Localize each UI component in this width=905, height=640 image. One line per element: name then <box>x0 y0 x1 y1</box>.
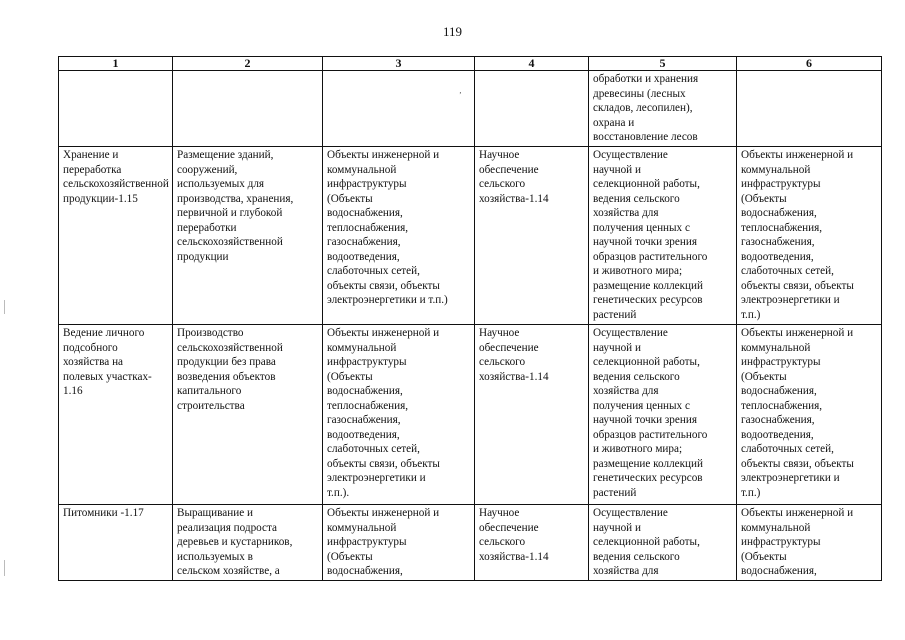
cell-conditional-description: Осуществление научной и селекционной работы, ведения сельского хозяйства для получения ценных с научной точки зрения образцов растительного и животного мира; размещение коллекций генетических ресурсов растений <box>589 325 737 505</box>
cell-conditional-auxiliary: Объекты инженерной и коммунальной инфраструктуры (Объекты водоснабжения, <box>737 505 882 581</box>
table-row <box>59 505 882 581</box>
table-row <box>59 325 882 505</box>
scan-edge-mark <box>4 560 5 576</box>
cell-use-type: Хранение и переработка сельскохозяйственной продукции-1.15 <box>59 147 173 325</box>
column-header-4: 4 <box>475 57 589 71</box>
cell-auxiliary-use: Объекты инженерной и коммунальной инфраструктуры (Объекты водоснабжения, теплоснабжения, газоснабжения, водоотведения, слаботочных сетей, объекты связи, объекты электроэнергетики и т.п.). <box>323 325 475 505</box>
cell-conditional-use: Научное обеспечение сельского хозяйства-1.14 <box>475 325 589 505</box>
table-row <box>59 71 882 147</box>
cell-conditional-description: обработки и хранения древесины (лесных складов, лесопилен), охрана и восстановление лесов <box>589 71 737 147</box>
cell-auxiliary-use <box>323 71 475 147</box>
cell-conditional-use <box>475 71 589 147</box>
cell-use-type: Ведение личного подсобного хозяйства на полевых участках- 1.16 <box>59 325 173 505</box>
cell-conditional-use: Научное обеспечение сельского хозяйства-1.14 <box>475 147 589 325</box>
page-number: 119 <box>442 24 463 39</box>
zoning-table <box>58 56 882 581</box>
cell-conditional-description: Осуществление научной и селекционной работы, ведения сельского хозяйства для <box>589 505 737 581</box>
cell-auxiliary-use: Объекты инженерной и коммунальной инфраструктуры (Объекты водоснабжения, <box>323 505 475 581</box>
scan-speck: ‚ <box>459 86 462 95</box>
column-header-3: 3 <box>323 57 475 71</box>
cell-conditional-auxiliary: Объекты инженерной и коммунальной инфраструктуры (Объекты водоснабжения, теплоснабжения, газоснабжения, водоотведения, слаботочных сетей, объекты связи, объекты электроэнергетики и т.п.) <box>737 325 882 505</box>
cell-conditional-auxiliary <box>737 71 882 147</box>
column-header-6: 6 <box>737 57 882 71</box>
column-header-2: 2 <box>173 57 323 71</box>
scan-edge-mark <box>4 300 5 314</box>
cell-use-description <box>173 71 323 147</box>
column-header-5: 5 <box>589 57 737 71</box>
cell-conditional-use: Научное обеспечение сельского хозяйства-1.14 <box>475 505 589 581</box>
cell-use-description: Производство сельскохозяйственной продукции без права возведения объектов капитального строительства <box>173 325 323 505</box>
cell-use-type <box>59 71 173 147</box>
cell-conditional-auxiliary: Объекты инженерной и коммунальной инфраструктуры (Объекты водоснабжения, теплоснабжения, газоснабжения, водоотведения, слаботочных сетей, объекты связи, объекты электроэнергетики и т.п.) <box>737 147 882 325</box>
cell-use-type: Питомники -1.17 <box>59 505 173 581</box>
column-header-1: 1 <box>59 57 173 71</box>
table-row <box>59 147 882 325</box>
cell-auxiliary-use: Объекты инженерной и коммунальной инфраструктуры (Объекты водоснабжения, теплоснабжения, газоснабжения, водоотведения, слаботочных сетей, объекты связи, объекты электроэнергетики и т.п.) <box>323 147 475 325</box>
cell-use-description: Размещение зданий, сооружений, используемых для производства, хранения, первичной и глубокой переработки сельскохозяйственной продукции <box>173 147 323 325</box>
cell-conditional-description: Осуществление научной и селекционной работы, ведения сельского хозяйства для получения ценных с научной точки зрения образцов растительного и животного мира; размещение коллекций генетических ресурсов растений <box>589 147 737 325</box>
cell-use-description: Выращивание и реализация подроста деревьев и кустарников, используемых в сельском хозяйстве, а <box>173 505 323 581</box>
header-row <box>59 57 882 71</box>
